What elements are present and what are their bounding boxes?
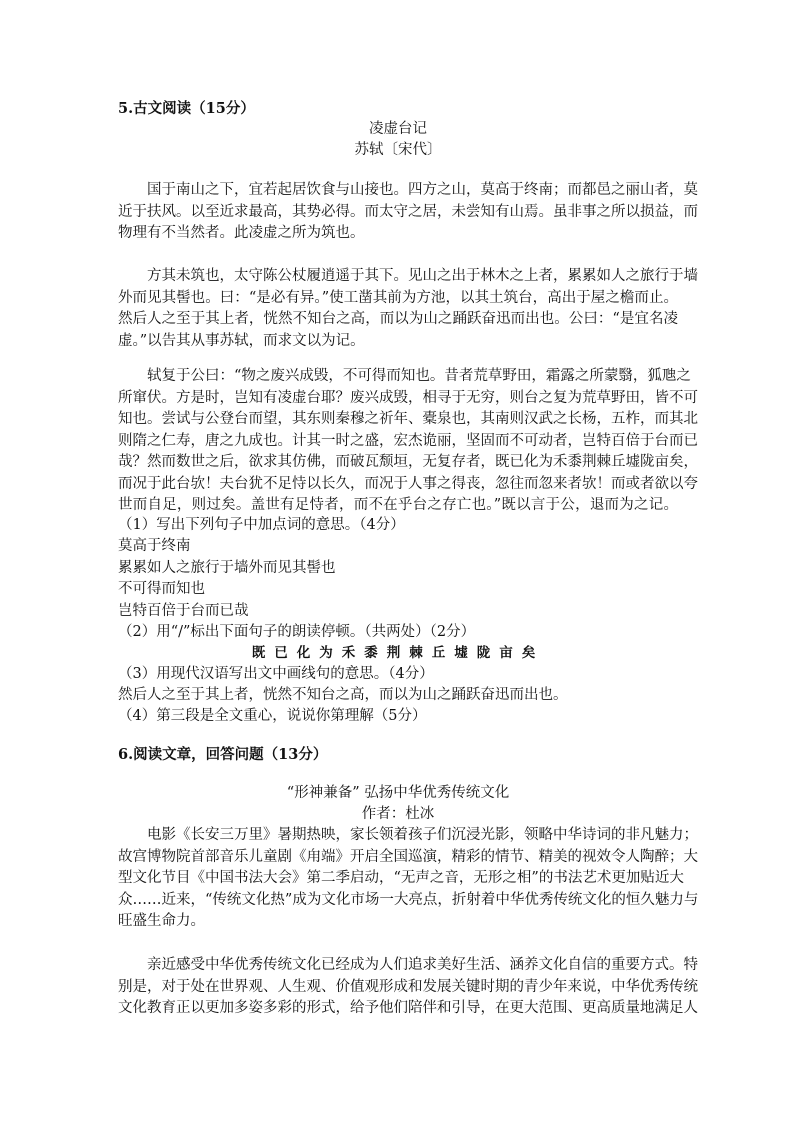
text-line: 哉？然而数世之后，欲求其仿佛，而破瓦颓垣，无复存者，既已化为禾黍荆棘丘墟陇亩矣，: [118, 454, 698, 470]
list-item: 莫高于终南: [118, 538, 191, 554]
q5-sub3-sentence: 然后人之至于其上者，恍然不知台之高，而以为山之踊跃奋迅而出也。: [118, 687, 568, 703]
text-line: 方其未筑也，太守陈公杖履逍遥于其下。见山之出于林木之上者，累累如人之旅行于墙: [147, 268, 698, 284]
text-line: 则隋之仁寿，唐之九成也。计其一时之盛，宏杰诡丽，坚固而不可动者，岂特百倍于台而已: [118, 432, 698, 449]
text-line: 近于扶风。以至近求最高，其势必得。而太守之居，未尝知有山焉。虽非事之所以损益，而: [118, 203, 698, 220]
text-line: 轼复于公曰：“物之废兴成毁，不可得而知也。昔者荒草野田，霜露之所蒙翳，狐虺之: [147, 368, 691, 384]
q5-sub-question-1: （1）写出下列句子中加点词的意思。（4分）: [118, 517, 405, 533]
q6-heading: 6.阅读文章，回答问题（13分）: [118, 746, 328, 763]
text-line: 众……近来，“传统文化热”成为文化市场一大亮点，折射着中华优秀传统文化的恒久魅力与: [118, 891, 699, 908]
q5-title: 凌虚台记: [369, 121, 427, 137]
text-line: 别是，对于处在世界观、人生观、价值观形成和发展关键时期的青少年来说，中华优秀传统: [118, 978, 698, 995]
q5-sub-question-4: （4）第三段是全文重心，说说你第理解（5分）: [118, 708, 427, 724]
q5-heading: 5.古文阅读（15分）: [118, 100, 255, 117]
q5-paragraph-3: [118, 366, 698, 517]
text-line: 物理有不当然者。此凌虚之所为筑也。: [118, 225, 365, 241]
text-line: 亲近感受中华优秀传统文化已经成为人们追求美好生活、涵养文化自信的重要方式。特: [147, 957, 698, 973]
text-line: 而况于此台欤！夫台犹不足恃以长久，而况于人事之得丧，忽往而忽来者欤！而或者欲以夸: [118, 475, 698, 492]
text-line: 文化教育正以更加多姿多彩的形式，给予他们陪伴和引导，在更大范围、更高质量地满足人: [118, 1000, 698, 1016]
list-item: 不可得而知也: [118, 581, 205, 597]
text-line: 旺盛生命力。: [118, 913, 205, 929]
q5-author: 苏轼〔宋代〕: [354, 142, 442, 158]
q5-sub1-items: [118, 536, 678, 622]
text-line: 世而自足，则过矣。盖世有足恃者，而不在乎台之存亡也。”既以言于公，退而为之记。: [118, 497, 678, 513]
q6-author: 作者：杜冰: [361, 806, 435, 822]
text-line: 知也。尝试与公登台而望，其东则秦穆之祈年、橐泉也，其南则汉武之长杨，五柞，而其北: [118, 411, 698, 427]
text-line: 虚。”以告其从事苏轼，而求文以为记。: [118, 332, 365, 349]
list-item: 岂特百倍于台而已哉: [118, 602, 249, 619]
q5-sub2-sentence: 既已化为禾黍荆棘丘墟陇亩矣: [251, 645, 545, 661]
list-item: 累累如人之旅行于墙外而见其髻也: [118, 559, 336, 576]
q5-paragraph-1: [118, 180, 698, 245]
q5-paragraph-2: [118, 266, 698, 352]
q5-sub-question-2: （2）用“/”标出下面句子的朗读停顿。（共两处）（2分）: [118, 624, 476, 640]
text-line: 国于南山之下，宜若起居饮食与山接也。四方之山，莫高于终南；而都邑之丽山者，莫: [147, 182, 698, 198]
q6-paragraph-1: [118, 825, 699, 933]
q5-sub-question-3: （3）用现代汉语写出文中画线句的意思。（4分）: [118, 666, 434, 682]
text-line: 然后人之至于其上者，恍然不知台之高，而以为山之踊跃奋迅而出也。公曰：“是宜名凌: [118, 311, 678, 327]
text-line: 外而见其髻也。曰：“是必有异。”使工凿其前为方池，以其土筑台，高出于屋之檐而止。: [118, 289, 678, 306]
text-line: 电影《长安三万里》暑期热映，家长领着孩子们沉浸光影，领略中华诗词的非凡魅力；: [147, 827, 698, 843]
text-line: 故宫博物院首部音乐儿童剧《甪端》开启全国巡演，精彩的情节、精美的视效令人陶醉；大: [118, 848, 698, 865]
text-line: 所窜伏。方是时，岂知有凌虚台耶？废兴成毁，相寻于无穷，则台之复为荒草野田，皆不可: [118, 389, 698, 406]
text-line: 型文化节目《中国书法大会》第二季启动，“无声之音，无形之相”的书法艺术更加贴近大: [118, 870, 684, 886]
q6-paragraph-2: [118, 955, 698, 1020]
q6-title: “形神兼备” 弘扬中华优秀传统文化: [286, 785, 510, 801]
